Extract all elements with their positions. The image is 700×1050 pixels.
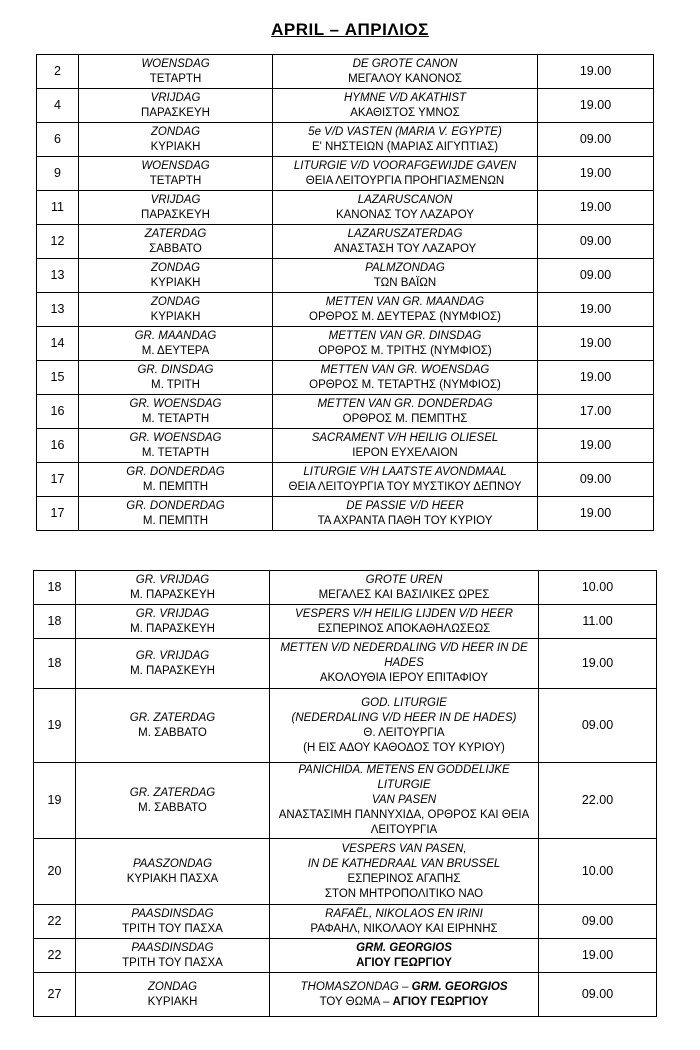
table-row bbox=[34, 639, 657, 689]
table-row bbox=[34, 605, 657, 639]
time-cell: 19.00 bbox=[538, 191, 654, 225]
date-cell: 14 bbox=[37, 327, 79, 361]
date-cell: 27 bbox=[34, 973, 76, 1017]
service-line: METTEN VAN GR. WOENSDAG bbox=[320, 363, 490, 376]
service-cell bbox=[270, 639, 539, 689]
day-cell bbox=[79, 259, 273, 293]
date-cell: 11 bbox=[37, 191, 79, 225]
day-greek: Μ. ΣΑΒΒΑΤΟ bbox=[138, 726, 207, 739]
service-line: LITURGIE V/D VOORAFGEWIJDE GAVEN bbox=[293, 159, 517, 172]
service-cell bbox=[270, 689, 539, 763]
service-line: IN DE KATHEDRAAL VAN BRUSSEL bbox=[307, 857, 501, 870]
day-greek: ΚΥΡΙΑΚΗ bbox=[150, 276, 201, 289]
table-row bbox=[34, 763, 657, 839]
service-cell bbox=[273, 463, 538, 497]
table-row bbox=[37, 225, 654, 259]
day-cell bbox=[79, 429, 273, 463]
service-cell bbox=[273, 55, 538, 89]
service-cell bbox=[273, 429, 538, 463]
day-dutch: WOENSDAG bbox=[141, 159, 210, 172]
day-greek: ΠΑΡΑΣΚΕΥΗ bbox=[141, 208, 210, 221]
service-cell bbox=[273, 361, 538, 395]
service-line: RAFAËL, NIKOLAOS EN IRINI bbox=[325, 907, 483, 920]
table-row bbox=[37, 395, 654, 429]
service-line: LAZARUSCANON bbox=[357, 193, 453, 206]
day-greek: ΚΥΡΙΑΚΗ bbox=[147, 995, 198, 1008]
day-greek: Μ. ΔΕΥΤΕΡΑ bbox=[141, 344, 210, 357]
service-cell bbox=[273, 157, 538, 191]
table-row bbox=[37, 327, 654, 361]
service-line: (Η ΕΙΣ ΑΔΟΥ ΚΑΘΟΔΟΣ ΤΟΥ ΚΥΡΙΟΥ) bbox=[303, 741, 505, 754]
service-emphasis: ΑΓΙΟΥ ΓΕΩΡΓΙΟΥ bbox=[356, 956, 452, 969]
table-row bbox=[37, 259, 654, 293]
date-cell: 20 bbox=[34, 839, 76, 905]
date-cell: 9 bbox=[37, 157, 79, 191]
date-cell: 22 bbox=[34, 905, 76, 939]
day-dutch: PAASDINSDAG bbox=[131, 907, 214, 920]
service-line bbox=[273, 956, 535, 971]
time-cell: 19.00 bbox=[538, 429, 654, 463]
day-dutch: ZONDAG bbox=[150, 125, 201, 138]
date-cell: 17 bbox=[37, 463, 79, 497]
service-line: THOMASZONDAG – GRM. GEORGIOS bbox=[300, 980, 508, 993]
time-cell: 09.00 bbox=[538, 225, 654, 259]
table-row bbox=[37, 89, 654, 123]
service-line: SACRAMENT V/H HEILIG OLIESEL bbox=[311, 431, 499, 444]
day-greek: ΤΡΙΤΗ ΤΟΥ ΠΑΣΧΑ bbox=[122, 922, 223, 935]
service-line: VESPERS VAN PASEN, bbox=[341, 842, 467, 855]
day-cell bbox=[79, 497, 273, 531]
table-row bbox=[37, 123, 654, 157]
day-cell bbox=[76, 689, 270, 763]
day-greek: Μ. ΠΑΡΑΣΚΕΥΗ bbox=[130, 588, 215, 601]
day-greek: ΤΡΙΤΗ ΤΟΥ ΠΑΣΧΑ bbox=[122, 956, 223, 969]
day-dutch: GR. VRIJDAG bbox=[135, 607, 210, 620]
date-cell: 22 bbox=[34, 939, 76, 973]
day-dutch: WOENSDAG bbox=[141, 57, 210, 70]
service-line: ΟΡΘΡΟΣ Μ. ΔΕΥΤΕΡΑΣ (ΝΥΜΦΙΟΣ) bbox=[309, 310, 501, 323]
service-cell bbox=[270, 905, 539, 939]
date-cell: 18 bbox=[34, 605, 76, 639]
service-line: METTEN VAN GR. DINSDAG bbox=[328, 329, 482, 342]
time-cell: 09.00 bbox=[539, 689, 657, 763]
table-row bbox=[37, 497, 654, 531]
time-cell: 09.00 bbox=[539, 905, 657, 939]
service-emphasis: GRM. GEORGIOS bbox=[356, 941, 452, 954]
day-greek: Μ. ΠΑΡΑΣΚΕΥΗ bbox=[130, 622, 215, 635]
day-greek: ΤΕΤΑΡΤΗ bbox=[149, 72, 202, 85]
day-cell bbox=[79, 55, 273, 89]
time-cell: 19.00 bbox=[538, 293, 654, 327]
schedule-table-1 bbox=[36, 54, 654, 531]
day-greek: Μ. ΠΕΜΠΤΗ bbox=[142, 514, 209, 527]
table-row bbox=[37, 463, 654, 497]
day-greek: ΠΑΡΑΣΚΕΥΗ bbox=[141, 106, 210, 119]
service-line: ΕΣΠΕΡΙΝΟΣ ΑΠΟΚΑΘΗΛΩΣΕΩΣ bbox=[317, 622, 491, 635]
service-line: Ε' ΝΗΣΤΕΙΩΝ (ΜΑΡΙΑΣ ΑΙΓΥΠΤΙΑΣ) bbox=[311, 140, 499, 153]
date-cell: 19 bbox=[34, 763, 76, 839]
service-line: HADES bbox=[384, 657, 424, 669]
day-dutch: VRIJDAG bbox=[150, 91, 201, 104]
service-line: HYMNE V/D AKATHIST bbox=[343, 91, 467, 104]
service-cell bbox=[273, 191, 538, 225]
service-line: ΑΚΑΘΙΣΤΟΣ ΥΜΝΟΣ bbox=[350, 106, 460, 119]
service-line: ΙΕΡΟΝ ΕΥΧΕΛΑΙΟΝ bbox=[352, 446, 458, 459]
day-greek: Μ. ΠΕΜΠΤΗ bbox=[142, 480, 209, 493]
service-line: VESPERS V/H HEILIG LIJDEN V/D HEER bbox=[295, 607, 513, 620]
date-cell: 17 bbox=[37, 497, 79, 531]
time-cell: 09.00 bbox=[538, 259, 654, 293]
service-line: Θ. ΛΕΙΤΟΥΡΓΙΑ bbox=[363, 726, 445, 739]
time-cell: 19.00 bbox=[538, 55, 654, 89]
service-cell bbox=[270, 571, 539, 605]
time-cell: 11.00 bbox=[539, 605, 657, 639]
time-cell: 19.00 bbox=[538, 497, 654, 531]
service-line: ΑΝΑΣΤΑΣΙΜΗ ΠΑΝΝΥΧΙΔΑ, ΟΡΘΡΟΣ ΚΑΙ ΘΕΙΑ bbox=[278, 809, 530, 821]
service-line: LAZARUSZATERDAG bbox=[347, 227, 463, 240]
day-cell bbox=[79, 191, 273, 225]
date-cell: 13 bbox=[37, 259, 79, 293]
service-line: ΤΑ ΑΧΡΑΝΤΑ ΠΑΘΗ ΤΟΥ ΚΥΡΙΟΥ bbox=[317, 514, 493, 527]
date-cell: 16 bbox=[37, 395, 79, 429]
day-greek: ΚΥΡΙΑΚΗ bbox=[150, 310, 201, 323]
time-cell: 09.00 bbox=[538, 123, 654, 157]
table-row bbox=[34, 571, 657, 605]
service-cell bbox=[273, 89, 538, 123]
date-cell: 12 bbox=[37, 225, 79, 259]
day-greek: Μ. ΤΕΤΑΡΤΗ bbox=[141, 446, 210, 459]
table-row bbox=[37, 361, 654, 395]
day-cell bbox=[79, 327, 273, 361]
service-line: 5e V/D VASTEN (MARIA V. EGYPTE) bbox=[308, 125, 502, 138]
time-cell: 19.00 bbox=[538, 361, 654, 395]
service-line: ΟΡΘΡΟΣ Μ. ΠΕΜΠΤΗΣ bbox=[342, 412, 468, 425]
day-cell bbox=[76, 639, 270, 689]
service-line: DE PASSIE V/D HEER bbox=[346, 499, 464, 512]
date-cell: 13 bbox=[37, 293, 79, 327]
day-cell bbox=[76, 605, 270, 639]
service-emphasis: ΑΓΙΟΥ ΓΕΩΡΓΙΟΥ bbox=[392, 995, 489, 1008]
service-line: ΘΕΙΑ ΛΕΙΤΟΥΡΓΙΑ ΤΟΥ ΜΥΣΤΙΚΟΥ ΔΕΠΝΟΥ bbox=[288, 480, 522, 493]
day-cell bbox=[76, 571, 270, 605]
table-row bbox=[37, 157, 654, 191]
service-line: ΣΤΟΝ ΜΗΤΡΟΠΟΛΙΤΙΚΟ ΝΑΟ bbox=[324, 887, 484, 900]
day-greek: ΤΕΤΑΡΤΗ bbox=[149, 174, 202, 187]
day-dutch: GR. WOENSDAG bbox=[129, 397, 222, 410]
service-line: ΑΚΟΛΟΥΘΙΑ ΙΕΡΟΥ ΕΠΙΤΑΦΙΟΥ bbox=[319, 672, 489, 684]
service-emphasis: GRM. GEORGIOS bbox=[411, 980, 508, 993]
table-row bbox=[37, 191, 654, 225]
time-cell: 19.00 bbox=[538, 157, 654, 191]
day-greek: ΚΥΡΙΑΚΗ bbox=[150, 140, 201, 153]
day-greek: Μ. ΤΡΙΤΗ bbox=[151, 378, 200, 391]
day-cell bbox=[76, 839, 270, 905]
date-cell: 2 bbox=[37, 55, 79, 89]
day-greek: ΣΑΒΒΑΤΟ bbox=[149, 242, 202, 255]
day-dutch: GR. VRIJDAG bbox=[135, 573, 210, 586]
service-line: DE GROTE CANON bbox=[352, 57, 458, 70]
service-line: METTEN V/D NEDERDALING V/D HEER IN DE bbox=[280, 642, 528, 654]
day-dutch: GR. MAANDAG bbox=[134, 329, 217, 342]
service-line: ΟΡΘΡΟΣ Μ. ΤΕΤΑΡΤΗΣ (ΝΥΜΦΙΟΣ) bbox=[309, 378, 501, 391]
service-cell bbox=[273, 293, 538, 327]
service-line: ΜΕΓΑΛΟΥ ΚΑΝΟΝΟΣ bbox=[348, 72, 462, 85]
day-cell bbox=[79, 89, 273, 123]
page-title: APRIL – ΑΠΡΙΛΙΟΣ bbox=[271, 20, 429, 39]
service-line: METTEN VAN GR. DONDERDAG bbox=[317, 397, 493, 410]
service-line: METTEN VAN GR. MAANDAG bbox=[325, 295, 485, 308]
day-dutch: ZONDAG bbox=[150, 261, 201, 274]
service-line: ΡΑΦΑΗΛ, ΝΙΚΟΛΑΟΥ ΚΑΙ ΕΙΡΗΝΗΣ bbox=[310, 922, 498, 935]
service-line: ΑΝΑΣΤΑΣΗ ΤΟΥ ΛΑΖΑΡΟΥ bbox=[333, 242, 477, 255]
day-dutch: GR. ZATERDAG bbox=[129, 786, 216, 799]
day-dutch: GR. DONDERDAG bbox=[126, 465, 225, 478]
service-cell bbox=[273, 395, 538, 429]
time-cell: 22.00 bbox=[539, 763, 657, 839]
service-line: PANICHIDA. METENS EN GODDELIJKE LITURGIE bbox=[298, 764, 510, 791]
service-cell bbox=[270, 939, 539, 973]
service-line: ΕΣΠΕΡΙΝΟΣ ΑΓΑΠΗΣ bbox=[347, 872, 461, 885]
day-dutch: PAASDINSDAG bbox=[131, 941, 214, 954]
day-greek: Μ. ΠΑΡΑΣΚΕΥΗ bbox=[130, 664, 215, 677]
service-line: ΘΕΙΑ ΛΕΙΤΟΥΡΓΙΑ ΠΡΟΗΓΙΑΣΜΕΝΩΝ bbox=[305, 174, 505, 187]
time-cell: 10.00 bbox=[539, 571, 657, 605]
table-row bbox=[34, 905, 657, 939]
day-greek: Μ. ΤΕΤΑΡΤΗ bbox=[141, 412, 210, 425]
service-line: GROTE UREN bbox=[365, 573, 443, 586]
time-cell: 17.00 bbox=[538, 395, 654, 429]
date-cell: 18 bbox=[34, 639, 76, 689]
table-row bbox=[34, 973, 657, 1017]
table-row bbox=[34, 689, 657, 763]
day-dutch: GR. ZATERDAG bbox=[129, 711, 216, 724]
service-cell bbox=[270, 973, 539, 1017]
time-cell: 09.00 bbox=[538, 463, 654, 497]
service-line: PALMZONDAG bbox=[365, 261, 445, 274]
table-row bbox=[34, 939, 657, 973]
service-cell bbox=[273, 123, 538, 157]
day-cell bbox=[79, 361, 273, 395]
day-cell bbox=[79, 123, 273, 157]
day-dutch: ZONDAG bbox=[147, 980, 198, 993]
time-cell: 19.00 bbox=[539, 939, 657, 973]
day-dutch: ZATERDAG bbox=[144, 227, 207, 240]
date-cell: 18 bbox=[34, 571, 76, 605]
service-line: (NEDERDALING V/D HEER IN DE HADES) bbox=[291, 711, 517, 724]
day-dutch: GR. DINSDAG bbox=[137, 363, 214, 376]
service-line: ΟΡΘΡΟΣ Μ. ΤΡΙΤΗΣ (ΝΥΜΦΙΟΣ) bbox=[318, 344, 492, 357]
time-cell: 19.00 bbox=[538, 327, 654, 361]
date-cell: 19 bbox=[34, 689, 76, 763]
date-cell: 4 bbox=[37, 89, 79, 123]
service-cell bbox=[270, 839, 539, 905]
date-cell: 6 bbox=[37, 123, 79, 157]
time-cell: 09.00 bbox=[539, 973, 657, 1017]
time-cell: 10.00 bbox=[539, 839, 657, 905]
service-line: ΤΩΝ ΒΑΪΩΝ bbox=[373, 276, 437, 289]
day-greek: ΚΥΡΙΑΚΗ ΠΑΣΧΑ bbox=[126, 872, 219, 885]
service-line: VAN PASEN bbox=[371, 794, 437, 806]
service-line: ΤΟΥ ΘΩΜΑ – ΑΓΙΟΥ ΓΕΩΡΓΙΟΥ bbox=[319, 995, 489, 1008]
day-dutch: PAASZONDAG bbox=[132, 857, 213, 870]
service-line: ΜΕΓΑΛΕΣ ΚΑΙ ΒΑΣΙΛΙΚΕΣ ΩΡΕΣ bbox=[318, 588, 490, 601]
service-line: GOD. LITURGIE bbox=[361, 696, 447, 709]
table-row bbox=[37, 293, 654, 327]
day-dutch: ZONDAG bbox=[150, 295, 201, 308]
date-cell: 15 bbox=[37, 361, 79, 395]
day-cell bbox=[79, 157, 273, 191]
day-cell bbox=[79, 293, 273, 327]
service-line: LITURGIE V/H LAATSTE AVONDMAAL bbox=[303, 465, 507, 478]
day-cell bbox=[79, 463, 273, 497]
schedule-table-2 bbox=[33, 570, 657, 1017]
service-line bbox=[273, 941, 535, 956]
service-line: ΛΕΙΤΟΥΡΓΙΑ bbox=[370, 824, 438, 836]
day-cell bbox=[76, 939, 270, 973]
table-row bbox=[37, 55, 654, 89]
day-dutch: GR. VRIJDAG bbox=[135, 649, 210, 662]
day-cell bbox=[79, 225, 273, 259]
day-cell bbox=[76, 763, 270, 839]
table-row bbox=[34, 839, 657, 905]
service-cell bbox=[273, 497, 538, 531]
service-cell bbox=[270, 763, 539, 839]
day-dutch: VRIJDAG bbox=[150, 193, 201, 206]
day-cell bbox=[76, 973, 270, 1017]
day-dutch: GR. WOENSDAG bbox=[129, 431, 222, 444]
time-cell: 19.00 bbox=[539, 639, 657, 689]
day-greek: Μ. ΣΑΒΒΑΤΟ bbox=[138, 801, 207, 814]
time-cell: 19.00 bbox=[538, 89, 654, 123]
day-cell bbox=[79, 395, 273, 429]
service-cell bbox=[270, 605, 539, 639]
service-line: ΚΑΝΟΝΑΣ ΤΟΥ ΛΑΖΑΡΟΥ bbox=[335, 208, 475, 221]
day-cell bbox=[76, 905, 270, 939]
service-cell bbox=[273, 259, 538, 293]
service-cell bbox=[273, 327, 538, 361]
day-dutch: GR. DONDERDAG bbox=[126, 499, 225, 512]
date-cell: 16 bbox=[37, 429, 79, 463]
table-row bbox=[37, 429, 654, 463]
service-cell bbox=[273, 225, 538, 259]
